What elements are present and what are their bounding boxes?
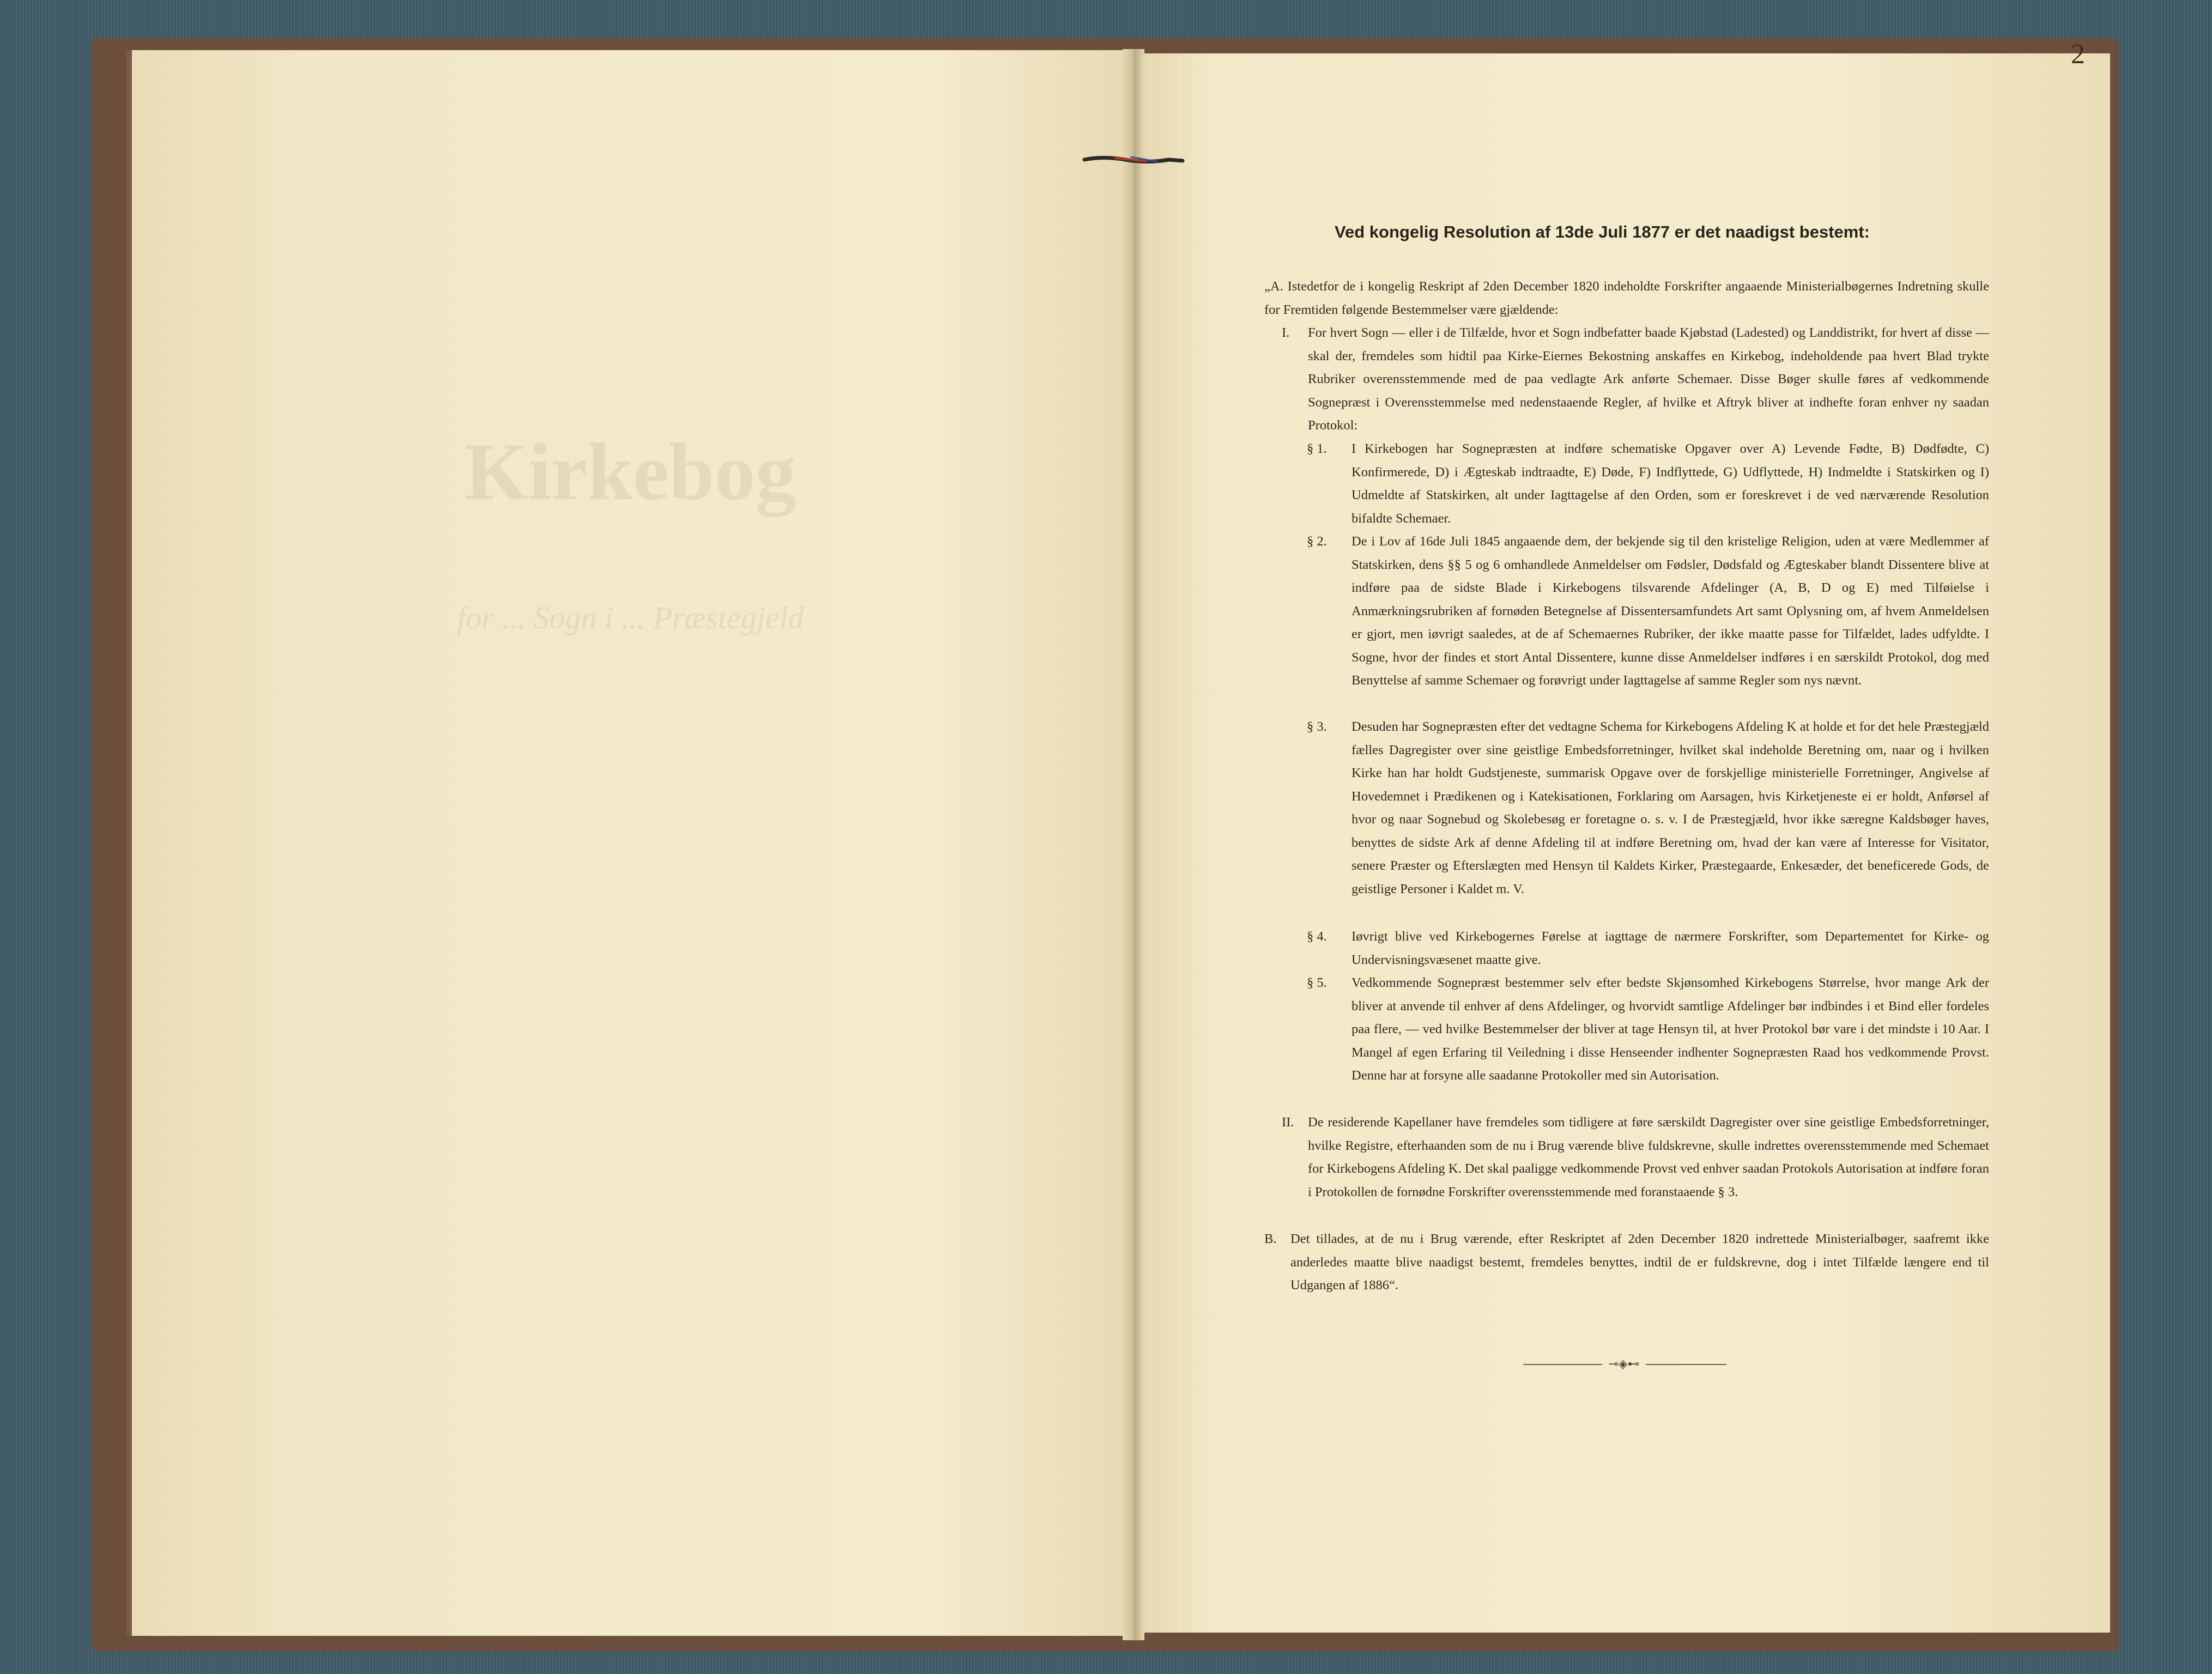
page-number: 2: [2071, 39, 2085, 70]
paragraph-3: [1307, 715, 1989, 901]
paragraph-2-text: De i Lov af 16de Juli 1845 angaaende dem, der bekjende sig til den kristelige Religion, uden at være Medlemmer af Statskirken, dens §§ 5 og 6 omhandlede Anmeldelser om Fødsler, Dødsfald og Ægteskaber blandt Dissentere blive at indføre paa de sidste Blade i Kirkebogens tilsvarende Afdelinger (A, B, D og E) med Tilføielse i Anmærkningsrubriken af fornøden Betegnelse af Dissentersamfundets Art samt Oplysning om, af hvem Anmeldelsen er gjort, men iøvrigt saaledes, at de af Schemaernes Rubriker, der ikke maatte passe for Tilfældet, lades udfyldte. I Sogne, hvor der findes et stort Antal Dissentere, kunne disse Anmeldelser indføres i en særskildt Protokol, dog med Benyttelse af samme Schemaer og forøvrigt under Iagttagelse af samme Regler som nys nævnt.: [1352, 534, 1989, 688]
paragraph-4-number: § 4.: [1307, 929, 1327, 944]
paragraph-5-text: Vedkommende Sognepræst bestemmer selv efter bedste Skjønsomhed Kirkebogens Størrelse, hvor mange Ark der bliver at anvende til enhver af dens Afdelinger, og hvorvidt samtlige Afdelinger bør indbindes i et Bind eller fordeles paa flere, — ved hvilke Bestemmelser der bliver at tage Hensyn til, at hver Protokol bør vare i det mindste i 10 Aar. I Mangel af egen Erfaring til Veiledning i disse Henseender indhenter Sognepræsten Raad hos vedkommende Provst. Denne har at forsyne alle saadanne Protokoller med sin Autorisation.: [1352, 975, 1989, 1083]
section-I: [1282, 322, 1989, 438]
left-page-showthrough-title: Kirkebog: [464, 427, 797, 517]
resolution-heading: Ved kongelig Resolution af 13de Juli 1877 er det naadigst bestemt:: [1335, 222, 1870, 241]
paragraph-1-number: § 1.: [1307, 441, 1327, 456]
left-page: [126, 50, 1140, 1636]
section-II-text: De residerende Kapellaner have fremdeles som tidligere at føre særskildt Dagregister over sine geistlige Embedsforretninger, hvilke Registre, efterhaanden som de nu i Brug værende blive fuldskrevne, skulle indrettes overensstemmende med Schemaet for Kirkebogens Afdeling K. Det skal paaligge vedkommende Provst ved enhver saadan Protokols Autorisation at indføre foran i Protokollen de fornødne Forskrifter overensstemmende med foranstaaende § 3.: [1308, 1115, 1989, 1199]
paragraph-2: [1307, 530, 1989, 693]
paragraph-4: [1307, 925, 1989, 972]
paragraph-3-text: Desuden har Sognepræsten efter det vedtagne Schema for Kirkebogens Afdeling K at holde et for det hele Præstegjæld fælles Dagregister over sine geistlige Embedsforretninger, hvilket skal indeholde Beretning om, naar og i hvilken Kirke han har holdt Gudstjeneste, summarisk Opgave over de forskjellige ministerielle Forretninger, Angivelse af Hovedemnet i Prædikenen og i Katekisationen, Forklaring om Aarsagen, hvis Kirketjeneste ei er holdt, Anførsel af hvor og naar Sognebud og Skolebesøg er foretagne o. s. v. I de Præstegjæld, hvor ikke særegne Kaldsbøger haves, benyttes de sidste Ark af denne Afdeling til at indføre Beretning om, hvad der kan være af Interesse for Visitator, senere Præster og Efterslægten med Hensyn til Kaldets Kirker, Præstegaarde, Enkesæder, det beneficerede Gods, de geistlige Personer i Kaldet m. V.: [1352, 719, 1989, 896]
paragraph-4-text: Iøvrigt blive ved Kirkebogernes Førelse at iagttage de nærmere Forskrifter, som Departementet for Kirke- og Undervisningsvæsenet maatte give.: [1352, 929, 1989, 967]
section-II-number: II.: [1282, 1115, 1294, 1130]
section-I-text: For hvert Sogn — eller i de Tilfælde, hvor et Sogn indbefatter baade Kjøbstad (Ladested) og Landdistrikt, for hvert af disse — skal der, fremdeles som hidtil paa Kirke-Eiernes Bekostning anskaffes en Kirkebog, indeholdende paa hvert Blad trykte Rubriker overensstemmende med de paa vedlagte Ark anførte Schemaer. Disse Bøger skulle føres af vedkommende Sognepræst i Overensstemmelse med nedenstaaende Regler, af hvilke et Aftryk bliver at indhefte foran enhver ny saadan Protokol:: [1308, 325, 1989, 433]
paragraph-5: [1307, 972, 1989, 1088]
book-gutter: [1123, 49, 1144, 1640]
paragraph-2-number: § 2.: [1307, 534, 1327, 549]
section-B: [1264, 1228, 1989, 1297]
intro-paragraph: [1264, 275, 1989, 322]
paragraph-1-text: I Kirkebogen har Sognepræsten at indføre schematiske Opgaver over A) Levende Fødte, B) Dødfødte, C) Konfirmerede, D) i Ægteskab indtraadte, E) Døde, F) Indflyttede, G) Udflyttede, H) Indmeldte i Statskirken og I) Udmeldte af Statskirken, alt under Iagttagelse af den Orden, som er foreskrevet i de ved nærværende Resolution bifaldte Schemaer.: [1352, 441, 1989, 526]
paragraph-5-number: § 5.: [1307, 975, 1327, 990]
section-B-number: B.: [1264, 1232, 1277, 1246]
section-I-number: I.: [1282, 325, 1290, 340]
intro-text: „A. Istedetfor de i kongelig Reskript af 2den December 1820 indeholdte Forskrifter angaaende Ministerialbøgernes Indretning skulle for Fremtiden følgende Bestemmelser være gjældende:: [1264, 279, 1989, 317]
section-B-text: Det tillades, at de nu i Brug værende, efter Reskriptet af 2den December 1820 indrettede Ministerialbøger, saafremt ikke anderledes maatte blive naadigst bestemt, fremdeles benyttes, indtil de er fuldskrevne, dog i intet Tilfælde længere end til Udgangen af 1886“.: [1290, 1232, 1989, 1293]
left-page-showthrough-subtitle: for ... Sogn i ... Præstegjeld: [457, 600, 804, 635]
paragraph-3-number: § 3.: [1307, 719, 1327, 734]
paragraph-1: [1307, 438, 1989, 530]
closing-ornament-icon: ⊸◈⊷: [1602, 1357, 1646, 1370]
binding-thread-icon: [1082, 155, 1185, 165]
section-II: [1282, 1111, 1989, 1204]
